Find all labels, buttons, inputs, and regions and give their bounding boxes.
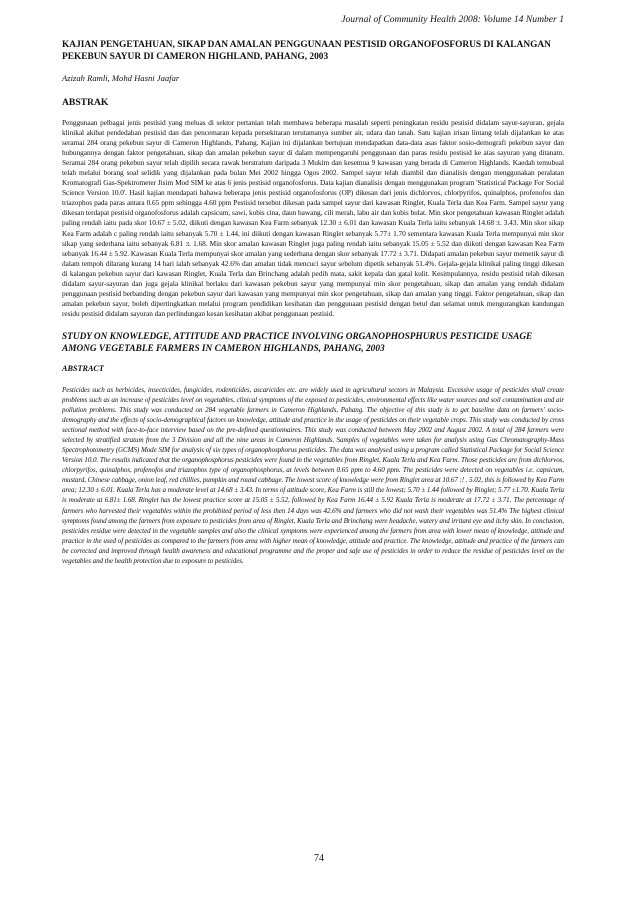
abstrak-paragraph: Penggunaan pelbagai jenis pestisid yang meluas di sektor pertanian telah membawa beberapa masalah seperti peningkatan residu pestisid didalam sayur-sayuran, gejala klinikal akibat pendedahan pestisid dan dan pencemaran kepada persekitaran terutamanya sumber air, udara dan tanah. Satu kajian irisan lintang telah dijalankan ke atas seramai 284 orang pekebun sayur di Cameron Highlands, Pahang. Kajian ini dijalankan bertujuan mendapatkan data-data asas faktor sosio-demografi pekebun sayur dan hubungannya dengan faktor pengetahuan, sikap dan amalan pekebun sayur di dalam mempengaruhi penggunaan dan paras residu pestisid ke atas sayuran yang ditanam. Seramai 284 orang pekebun sayur telah dipilih secara rawak berstratum daripada 3 Mukim dan kesemua 9 kawasan yang berada di Cameron Highlands. Kaedah temubual telah melalui borang soal selidik yang dijalankan pada bulan Mei 2002 hingga Ogos 2002. Sampel sayur telah diambil dan dianalisis dengan menggunakan peralatan Kromatografi Gas-Spektrometer Jisim Mod SIM ke atas 6 jenis pestisid organofosforus. Data kajian dianalisis dengan menggunakan program 'Statistical Package For Social Science Version 10.0'. Hasil kajian mendapati bahawa beberapa jenis pestisid organofosforus (OP) dikesan dari jenis dichlorvos, chlorpyrifos, quinalphos, profenofos dan triazophos pada paras antara 0.65 ppm sehingga 4.60 ppm Pestisid tersebut dikesan pada sampel sayur dari kawasan Ringlet, Kuala Terla dan Kea Farm. Sampel sayur yang dikesan terdapat pestisid organofosforus adalah capsicum, sawi, kobis cina, daun bawang, cili merah, labu air dan kobis bulat. Min skor pengetahuan kawasan Ringlet adalah paling rendah iaitu pada skor 10.67 ± 5.02, diikuti dengan kawasan Kea Farm sebanyak 12.30 ± 6.01 dan kawasan Kuala Terla iaitu sebanyak 14.68 :t. 3.43. Min skor sikap Kea Farm adalah c paling rendah iaitu sebanyak 5.70 ± 1.44, ini diikuti dengan kawasan Ringlet sebanyak 5.77± 1.70 sementara kawasan Kuala Terla mempunyai min skor sikap yang sederhana iaitu sebanyak 6.81 :t. 1.68. Min skor amalan kawasan Ringlet juga paling rendah iaitu sebanyak 15.05 ± 5.52 dan diikuti dengan kawasan Kea Farm sebanyak 16.44 ± 5.92. Kawasan Kuala Terla mempunyai skor amalan yang sederhana dengan skor sebanyak 17.72 ± 3.71. Didapati amalan pekebun sayur memetik sayur di dalam tempoh dilarang kurang 14 hari ialah sebanyak 42.6% dan amalan tidak mencuci sayur sebelum dipetik sebanyak 51.4%. Gejala-gejala klinikal paling tinggi dikesan di kalangan pekebun sayur dari kawasan Ringlet, Kuala Terla dan Brinchang adalah pedih mata, sakit kepala dan gatal kulit. Kesimpulannya, residu pestisid telah dikesan didalam sayur-sayuran dan juga gejala klinikal berlaku dari kawasan pekebun sayur yang mempunyai min skor pengetahuan, sikap dan amalan yang rendah didalam penggunaan pestisid berbanding dengan pekebun sayur dari kawasan yang mempunyai min skor pengetahuan, sikap dan amalan yang tinggi. Faktor pengetahuan, sikap dan amalan pekebun sayur, boleh dipertingkatkan melalui program pendidikan kesihatan dan penggunaan pestisid dengan betul dan selamat untuk mengurangkan kandungan residu pestisid didalam sayuran dan perlindungan kesan kesihatan akibat penggunaan pestisid. (62, 118, 564, 318)
article-title-malay: KAJIAN PENGETAHUAN, SIKAP DAN AMALAN PENGGUNAAN PESTISID ORGANOFOSFORUS DI KALANGAN PEKEBUN SAYUR DI CAMERON HIGHLAND, PAHANG, 2003 (62, 40, 551, 62)
paper-page (62, 14, 564, 566)
article-title-english: STUDY ON KNOWLEDGE, ATTITUDE AND PRACTICE INVOLVING ORGANOPHOSPHURUS PESTICIDE USAGE AMONG VEGETABLE FARMERS IN CAMERON HIGHLANDS, PAHANG, 2003 (62, 331, 533, 354)
page-number: 74 (314, 853, 324, 864)
abstract-paragraph: Pesticides such as herbicides, insecticides, fungicides, rodenticides, ascaricides etc. are widely used in agricultural sectors in Malaysia. Excessive usage of pesticides shall create problems such as an increase of pesticides level on vegetables, clinical symptoms of the exposed to pesticides, environmental effects like water sources and soil contamination and air pollution problems. This study was conducted on 284 vegetable farmers in Cameron Highlands, Pahang. The objective of this study is to get baseline data on farmers' socio-demography and the effects of socio-demographical factors on knowledge, attitude and practice in the usage of pesticides on their vegetable crops. This study was conducted by cross sectional method with face-to-face interview based on the pre-defined questionnaires. This study was conducted between May 2002 and August 2002. A total of 284 farmers were selected by stratified stratum from the 3 Division and all the nine areas in Cameron Highlands. Samples of vegetables were taken for analysis using Gas Chromatography-Mass Spectrophotometry (GCMS) Mode SIM for analysis of six types of organophosphorus pesticides. The data was analysed using a program called Statistical Package for Social Science Version 10.0. The results indicated that the organophosphorus pesticides were found in the vegetables from Ringlet, Kuala Terla and Kea Farm. Those pesticides are from dichlorvos, chlorpyrifos, quinalphos, profenofos and triazophos type of organophosphorus, at levels between 0.65 ppm to 4.60 ppm. The pesticides were detected on vegetables i.e. capsicum, mustard, Chinese cabbage, onion leaf, red chillies, pumpkin and round cabbage. The lowest score of knowledge were from Ringlet area at 10.67 :! . 5.02, this is followed by Kea Farm area; 12.30 ± 6.01. Kuala Terla has a moderate level at 14.68 ± 3.43. In terms of attitude score, Kea Farm is still the lowest; 5.70 ± 1.44 followed by Ringlet; 5.77 ±1.70. Kuala Terla is moderate at 6.81± 1.68. Ringlet has the lowest practice score at 15.05 ± 5.52, followed by Kea Farm 16.44 ± 5.92 Kuala Terla is moderate at 17.72 ± 3.71. The percentage of farmers who harvested their vegetables within the prohibited period of less then 14 days was 42.6% and farmers who did not wash their vegetables was 51.4% The highest clinical symptoms found among the farmers from exposure to pesticides from area of Ringlet, Kuala Terla and Brinchang were headache, watery and irritant eye and itchy skin. In conclusion, pesticides residue were detected in the vegetable samples and also the clinical symptoms were experienced among the farmers from area with lower mean of knowledge, attitude and practice in the used of pesticides as compared to the farmers from area with higher mean of knowledge, attitude and practice. The knowledge, attitude and practice of the farmers can be corrected and improved through health awareness and educational programme and the proper and safe use of pesticides in order to reduce the residue of pesticides level on the vegetables and the health protection due to exposure to pesticides. (62, 385, 564, 565)
author-list: Azizah Ramli, Mohd Hasni Jaafar (62, 73, 180, 83)
journal-header: Journal of Community Health 2008: Volume 14 Number 1 (341, 14, 564, 25)
abstract-heading: ABSTRACT (62, 363, 104, 373)
abstrak-heading: ABSTRAK (62, 97, 109, 108)
